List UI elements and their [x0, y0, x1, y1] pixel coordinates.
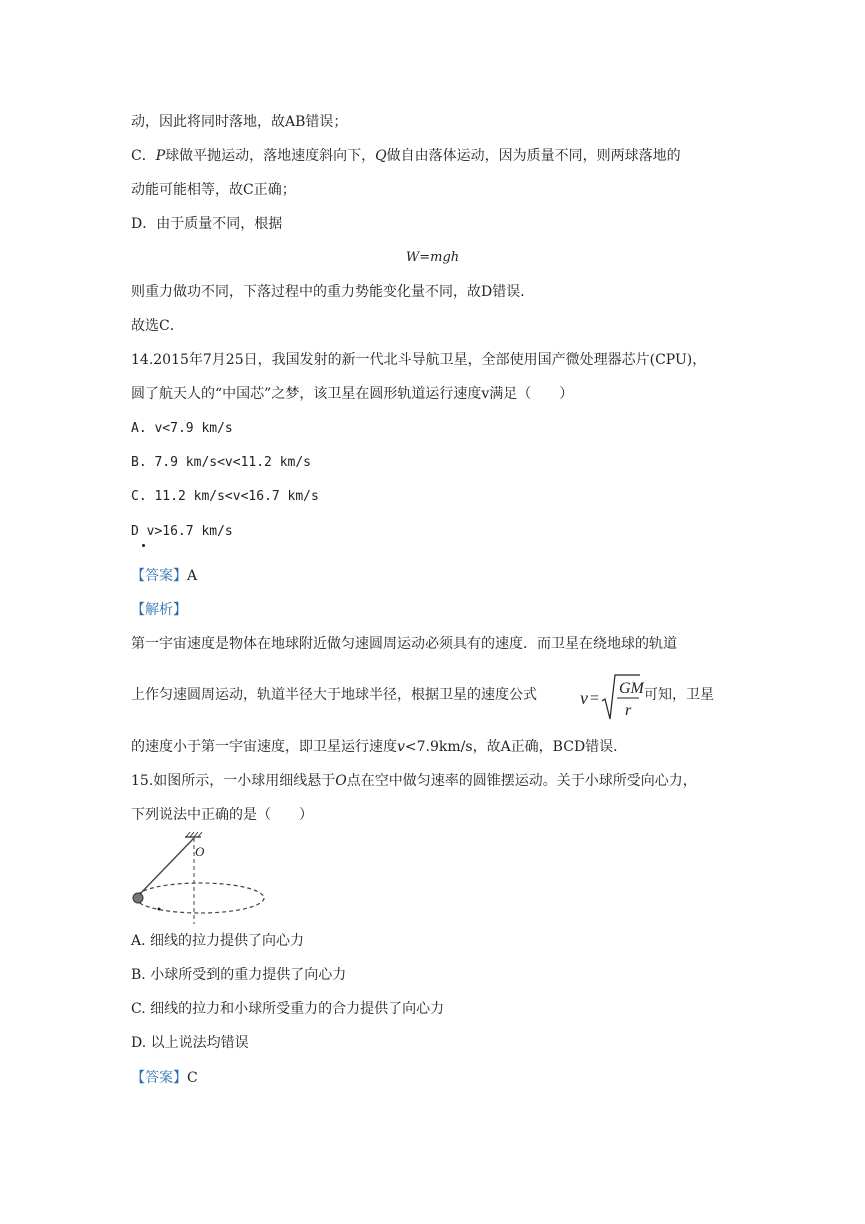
answer-value: A	[187, 568, 198, 584]
dot-mark	[142, 544, 145, 547]
text-span: 的速度小于第一宇宙速度，即卫星运行速度	[131, 739, 397, 755]
italic-var: P	[155, 148, 166, 164]
text-line: 动，因此将同时落地，故AB错误；	[131, 114, 348, 130]
text-span: <7.9km/s，故A正确，BCD错误．	[404, 739, 628, 755]
text-line	[131, 146, 681, 166]
velocity-formula	[578, 671, 644, 723]
option-a: A. v<7.9 km/s	[131, 421, 233, 436]
italic-var: Q	[375, 148, 387, 164]
option-d: D v>16.7 km/s	[131, 524, 233, 539]
answer-tag: 【答案】	[131, 1070, 187, 1086]
text-line	[131, 737, 627, 757]
text-line: 第一宇宙速度是物体在地球附近做匀速圆周运动必须具有的速度．而卫星在绕地球的轨道	[131, 636, 677, 652]
text-span: 点在空中做匀速率的圆锥摆运动。关于小球所受向心力，	[346, 773, 697, 789]
answer-line	[131, 566, 197, 586]
option-b: B. 小球所受到的重力提供了向心力	[131, 967, 347, 983]
string-line	[138, 838, 194, 896]
italic-var: v	[397, 739, 405, 755]
formula-eq: =	[590, 690, 600, 707]
ball	[133, 893, 143, 903]
formula-numerator: GM	[619, 680, 644, 697]
answer-value: C	[187, 1070, 198, 1086]
question-14-stem: 圆了航天人的“中国芯”之梦，该卫星在圆形轨道运行速度v满足（ ）	[131, 386, 574, 402]
text-span: 球做平抛运动，落地速度斜向下，	[165, 148, 376, 164]
option-c: C. 细线的拉力和小球所受重力的合力提供了向心力	[131, 1001, 445, 1017]
question-15-stem: 下列说法中正确的是（ ）	[131, 807, 313, 823]
question-15-stem	[131, 771, 697, 791]
text-span: C．	[131, 148, 156, 164]
formula-lhs: v	[580, 688, 588, 708]
formula-denominator: r	[625, 702, 632, 719]
answer-line	[131, 1068, 198, 1088]
italic-var: O	[335, 773, 347, 789]
explanation-tag: 【解析】	[131, 602, 187, 618]
option-a: A. 细线的拉力提供了向心力	[131, 933, 305, 949]
text-span: 做自由落体运动，因为质量不同，则两球落地的	[386, 148, 681, 164]
option-c: C. 11.2 km/s<v<16.7 km/s	[131, 489, 319, 504]
text-line: 上作匀速圆周运动，轨道半径大于地球半径，根据卫星的速度公式	[131, 687, 537, 703]
option-d: D. 以上说法均错误	[131, 1035, 249, 1051]
circular-path	[136, 883, 264, 913]
text-line: 故选C．	[131, 318, 184, 334]
text-line: 可知，卫星	[644, 687, 714, 703]
text-line: 则重力做功不同，下落过程中的重力势能变化量不同，故D错误．	[131, 284, 535, 300]
text-line: D．由于质量不同，根据	[131, 216, 283, 232]
text-span: 15.如图所示，一小球用细线悬于	[131, 773, 336, 789]
text-line: 动能可能相等，故C正确；	[131, 182, 296, 198]
conical-pendulum-figure	[128, 830, 268, 925]
question-14-stem: 14.2015年7月25日，我国发射的新一代北斗导航卫星，全部使用国产微处理器芯片(CPU)，	[131, 352, 707, 368]
answer-tag: 【答案】	[131, 568, 187, 584]
point-o-label: O	[195, 844, 205, 859]
equation-line: W=mgh	[405, 250, 460, 265]
option-b: B. 7.9 km/s<v<11.2 km/s	[131, 455, 312, 470]
